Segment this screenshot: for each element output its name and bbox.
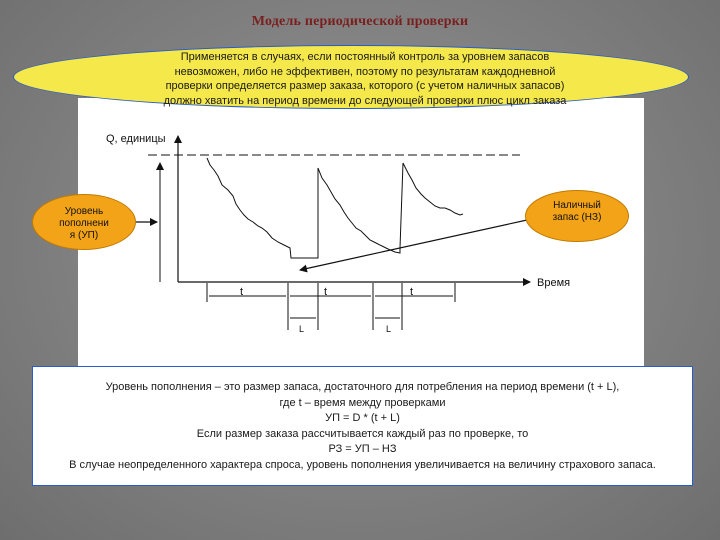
slide-title: Модель периодической проверки [251, 14, 469, 29]
bubble-line: Уровень [64, 206, 104, 217]
l-label: L [386, 324, 392, 334]
t-label: t [410, 286, 414, 298]
bubble-line: запас (НЗ) [552, 212, 602, 223]
bubble-line: я (УП) [69, 230, 99, 241]
replenishment-level-text [52, 206, 116, 242]
l-label: L [299, 324, 305, 334]
explanation-line: Если размер заказа рассчитывается каждый раз по проверке, то [196, 427, 529, 440]
explanation-line: Уровень пополнения – это размер запаса, достаточного для потребления на период времени (t + L), [105, 381, 620, 393]
definition-line: невозможен, либо не эффективен, поэтому по результатам каждодневной [174, 65, 556, 78]
t-label: t [324, 286, 328, 298]
y-axis-label: Q, единицы [106, 133, 166, 145]
explanation-line: В случае неопределенного характера спроса, уровень пополнения увеличивается на величину страхового запаса. [69, 458, 656, 471]
definition-line: должно хватить на период времени до следующей проверки плюс цикл заказа [163, 94, 567, 107]
explanation-line: РЗ = УП – НЗ [328, 443, 397, 455]
explanation-text [32, 380, 693, 473]
on-hand-arrow [300, 220, 527, 270]
explanation-line: УП = D * (t + L) [325, 412, 400, 424]
bubble-line: Наличный [553, 200, 601, 211]
explanation-line: где t – время между проверками [279, 396, 446, 409]
bubble-line: пополнени [59, 218, 109, 229]
t-label: t [240, 286, 244, 298]
definition-line: проверки определяется размер заказа, которого (с учетом наличных запасов) [165, 80, 565, 92]
x-axis-label: Время [537, 277, 571, 289]
definition-line: Применяется в случаях, если постоянный контроль за уровнем запасов [180, 51, 550, 63]
on-hand-stock-text [545, 200, 609, 224]
